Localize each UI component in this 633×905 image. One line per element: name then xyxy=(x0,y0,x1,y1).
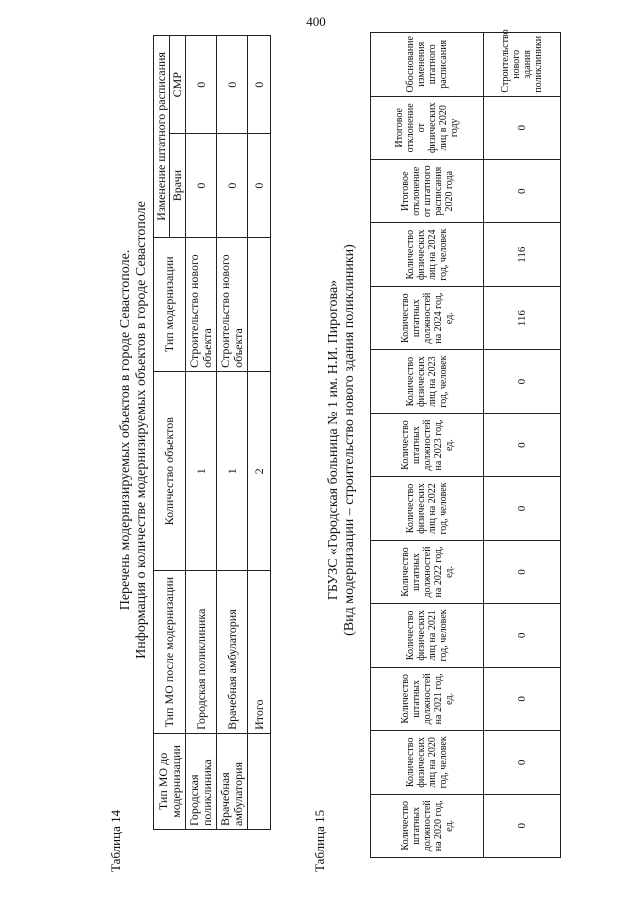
cell-total-count: 2 xyxy=(248,371,271,571)
cell-staff-2023: 0 xyxy=(484,413,561,476)
table14-total-row xyxy=(248,36,271,830)
header-staff-2024: Количество штатных должностей на 2024 год, ед. xyxy=(371,286,484,349)
header-smr: СМР xyxy=(170,36,186,134)
cell-persons-2022: 0 xyxy=(484,477,561,540)
table14-title-line1: Перечень модернизируемых объектов в городе Севастополе. xyxy=(118,249,133,611)
header-count: Количество объектов xyxy=(154,371,186,571)
cell-persons-2021: 0 xyxy=(484,604,561,667)
cell-total-mod-empty xyxy=(248,237,271,371)
cell-count: 1 xyxy=(186,371,217,571)
table14-header-row xyxy=(154,36,170,830)
cell-mod: Строительство нового объекта xyxy=(186,237,217,371)
cell-staff-2024: 116 xyxy=(484,286,561,349)
header-staff-2022: Количество штатных должностей на 2022 год, ед. xyxy=(371,540,484,603)
cell-total-label: Итого xyxy=(248,571,271,733)
header-persons-deviation: Итоговое отклонение от физических лиц в 2020 году xyxy=(371,96,484,159)
header-persons-2024: Количество физических лиц на 2024 год, человек xyxy=(371,223,484,286)
table14-title-line2: Информация о количестве модернизируемых объектов в городе Севастополе xyxy=(134,201,149,659)
header-mod-type: Тип модернизации xyxy=(154,237,186,371)
header-type-before: Тип МО до модернизации xyxy=(154,733,186,829)
cell-justification: Строительство нового здания поликлиники xyxy=(484,33,561,97)
cell-persons-deviation: 0 xyxy=(484,96,561,159)
cell-total-doctors: 0 xyxy=(248,134,271,237)
cell-before: Врачебная амбулатория xyxy=(217,733,248,829)
table15-header-row xyxy=(371,33,484,858)
cell-total-empty xyxy=(248,733,271,829)
cell-staff-2021: 0 xyxy=(484,667,561,730)
table15-title-line1: ГБУЗС «Городская больница № 1 им. Н.И. Пирогова» xyxy=(326,279,341,601)
cell-doctors: 0 xyxy=(217,134,248,237)
rotated-content xyxy=(0,30,633,880)
header-staff-change: Изменение штатного расписания xyxy=(154,36,170,238)
cell-staff-2022: 0 xyxy=(484,540,561,603)
header-persons-2021: Количество физических лиц на 2021 год, человек xyxy=(371,604,484,667)
cell-doctors: 0 xyxy=(186,134,217,237)
header-staff-2021: Количество штатных должностей на 2021 год, ед. xyxy=(371,667,484,730)
cell-count: 1 xyxy=(217,371,248,571)
cell-before: Городская поликлиника xyxy=(186,733,217,829)
cell-mod: Строительство нового объекта xyxy=(217,237,248,371)
cell-after: Врачебная амбулатория xyxy=(217,571,248,733)
header-type-after: Тип МО после модернизации xyxy=(154,571,186,733)
table14-title xyxy=(118,110,150,750)
table15-title xyxy=(326,120,358,760)
cell-persons-2023: 0 xyxy=(484,350,561,413)
table-row xyxy=(484,33,561,858)
header-staff-2023: Количество штатных должностей на 2023 год, ед. xyxy=(371,413,484,476)
cell-after: Городская поликлиника xyxy=(186,571,217,733)
cell-persons-2024: 116 xyxy=(484,223,561,286)
page-number: 400 xyxy=(306,14,326,29)
cell-smr: 0 xyxy=(186,36,217,134)
cell-total-smr: 0 xyxy=(248,36,271,134)
header-persons-2020: Количество физических лиц на 2020 год, человек xyxy=(371,731,484,794)
table14 xyxy=(153,35,271,830)
table14-label: Таблица 14 xyxy=(108,809,123,872)
header-staff-2020: Количество штатных должностей на 2020 год, ед. xyxy=(371,794,484,857)
cell-persons-2020: 0 xyxy=(484,731,561,794)
table-row xyxy=(217,36,248,830)
cell-staff-deviation: 0 xyxy=(484,160,561,223)
header-justification: Обоснование изменения штатного расписания xyxy=(371,33,484,97)
header-persons-2023: Количество физических лиц на 2023 год, человек xyxy=(371,350,484,413)
header-doctors: Врачи xyxy=(170,134,186,237)
table-row xyxy=(186,36,217,830)
cell-staff-2020: 0 xyxy=(484,794,561,857)
table15-label: Таблица 15 xyxy=(312,809,327,872)
cell-smr: 0 xyxy=(217,36,248,134)
table15-title-line2: (Вид модернизации – строительство нового здания поликлиники) xyxy=(342,244,357,636)
table15 xyxy=(370,29,561,858)
header-persons-2022: Количество физических лиц на 2022 год, человек xyxy=(371,477,484,540)
header-staff-deviation: Итоговое отклонение от штатного расписания 2020 года xyxy=(371,160,484,223)
